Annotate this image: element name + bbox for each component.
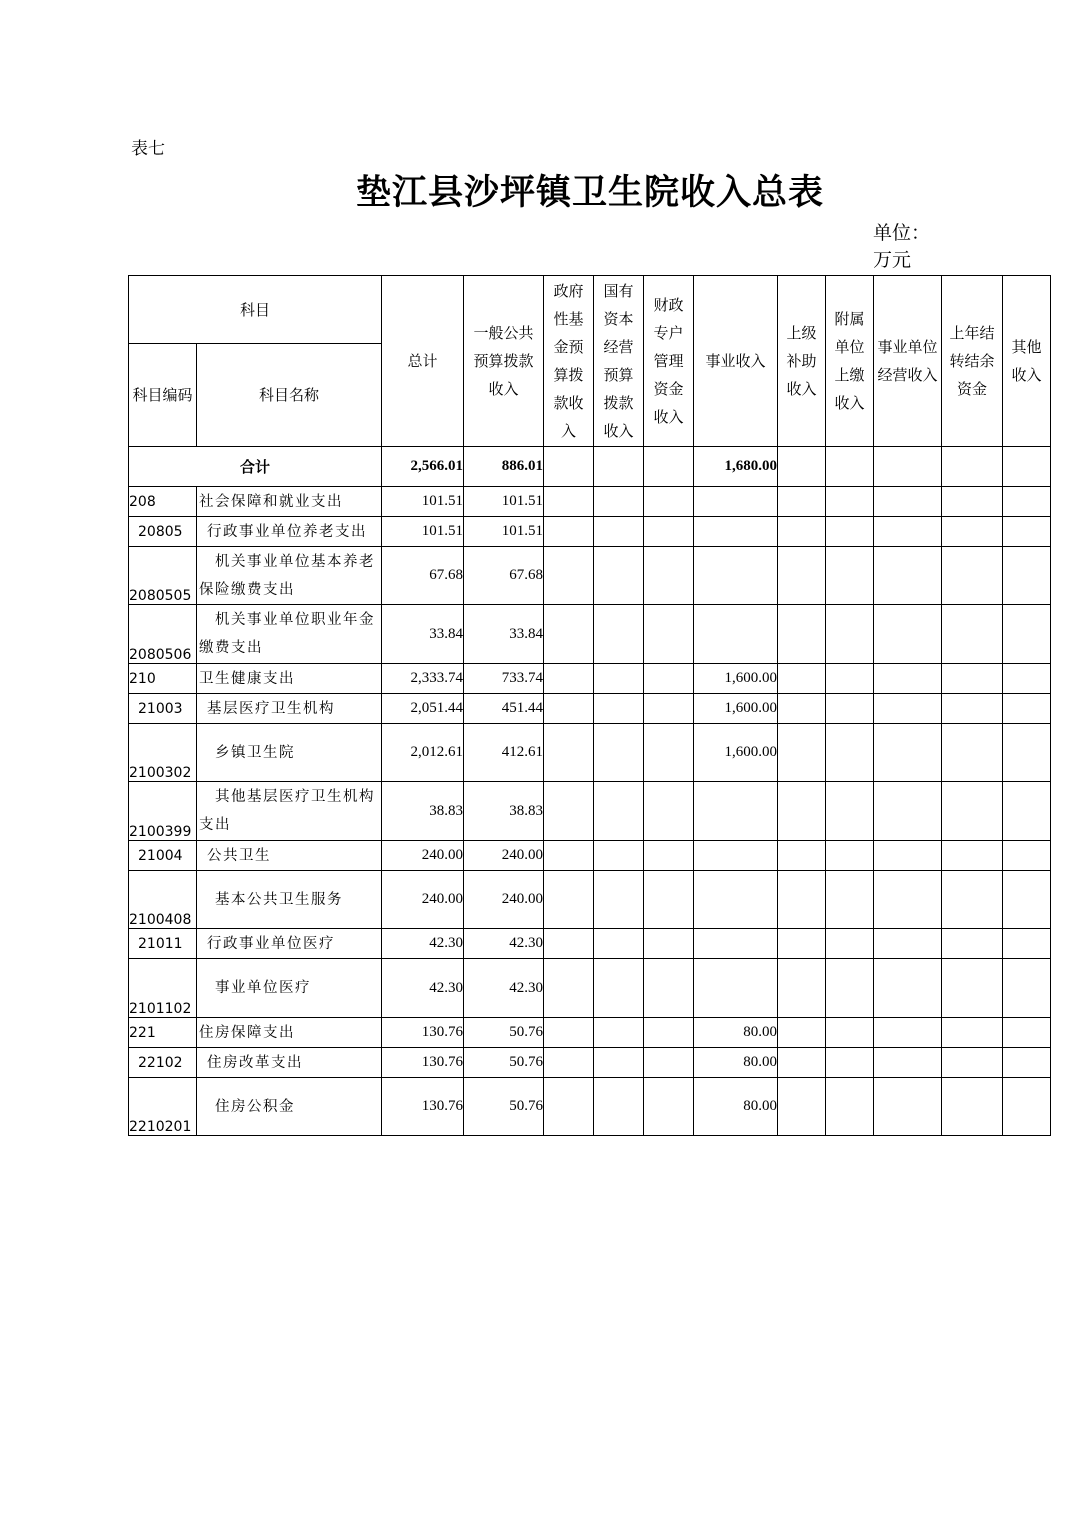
- table-number: 表七: [131, 139, 165, 159]
- header-prior-year-balance: 上年结转结余资金: [942, 276, 1003, 447]
- row-code: 21004: [129, 841, 197, 871]
- total-sum: 2,566.01: [382, 447, 464, 487]
- row-name: 机关事业单位基本养老保险缴费支出: [197, 547, 382, 605]
- row-business-income: 80.00: [694, 1018, 778, 1048]
- header-fiscal-special: 财政专户管理资金收入: [644, 276, 694, 447]
- row-business-income: [694, 871, 778, 929]
- row-total: 42.30: [382, 929, 464, 959]
- row-general-budget: 733.74: [464, 664, 544, 694]
- row-code: 2101102: [129, 959, 197, 1018]
- row-name: 社会保障和就业支出: [197, 487, 382, 517]
- row-name: 行政事业单位养老支出: [197, 517, 382, 547]
- table-row: [129, 929, 1051, 959]
- unit-label: 单位：万元: [873, 222, 931, 271]
- row-business-income: 80.00: [694, 1048, 778, 1078]
- table-row: [129, 1048, 1051, 1078]
- table-row: [129, 1078, 1051, 1136]
- row-total: 101.51: [382, 487, 464, 517]
- row-code: 2100399: [129, 782, 197, 841]
- row-general-budget: 38.83: [464, 782, 544, 841]
- row-general-budget: 50.76: [464, 1018, 544, 1048]
- table-row: [129, 664, 1051, 694]
- row-name: 卫生健康支出: [197, 664, 382, 694]
- header-total: 总计: [382, 276, 464, 447]
- row-code: 210: [129, 664, 197, 694]
- row-name: 住房公积金: [197, 1078, 382, 1136]
- row-total: 33.84: [382, 605, 464, 664]
- row-code: 2080505: [129, 547, 197, 605]
- header-subject: 科目: [129, 276, 382, 344]
- row-general-budget: 240.00: [464, 841, 544, 871]
- row-name: 行政事业单位医疗: [197, 929, 382, 959]
- row-total: 2,333.74: [382, 664, 464, 694]
- row-code: 22102: [129, 1048, 197, 1078]
- table-row: [129, 959, 1051, 1018]
- row-code: 20805: [129, 517, 197, 547]
- row-total: 42.30: [382, 959, 464, 1018]
- header-business-operation: 事业单位经营收入: [874, 276, 942, 447]
- table-row: [129, 1018, 1051, 1048]
- row-code: 2210201: [129, 1078, 197, 1136]
- row-name: 基层医疗卫生机构: [197, 694, 382, 724]
- row-total: 38.83: [382, 782, 464, 841]
- row-name: 机关事业单位职业年金缴费支出: [197, 605, 382, 664]
- row-business-income: 1,600.00: [694, 694, 778, 724]
- row-total: 67.68: [382, 547, 464, 605]
- row-business-income: [694, 841, 778, 871]
- row-business-income: [694, 929, 778, 959]
- row-total: 2,051.44: [382, 694, 464, 724]
- header-subject-code: 科目编码: [129, 344, 197, 447]
- row-general-budget: 240.00: [464, 871, 544, 929]
- row-name: 基本公共卫生服务: [197, 871, 382, 929]
- row-general-budget: 101.51: [464, 517, 544, 547]
- header-business-income: 事业收入: [694, 276, 778, 447]
- row-business-income: [694, 547, 778, 605]
- row-total: 240.00: [382, 871, 464, 929]
- row-code: 21011: [129, 929, 197, 959]
- row-code: 2100408: [129, 871, 197, 929]
- table-row: [129, 517, 1051, 547]
- row-name: 公共卫生: [197, 841, 382, 871]
- total-business-income: 1,680.00: [694, 447, 778, 487]
- row-name: 其他基层医疗卫生机构支出: [197, 782, 382, 841]
- row-business-income: [694, 487, 778, 517]
- row-general-budget: 50.76: [464, 1078, 544, 1136]
- table-row: [129, 841, 1051, 871]
- header-state-capital: 国有资本经营预算拨款收入: [594, 276, 644, 447]
- table-row: [129, 605, 1051, 664]
- row-total: 2,012.61: [382, 724, 464, 782]
- row-general-budget: 412.61: [464, 724, 544, 782]
- table-row: [129, 487, 1051, 517]
- header-general-budget: 一般公共预算拨款收入: [464, 276, 544, 447]
- table-row: [129, 782, 1051, 841]
- header-affiliated-turnover: 附属单位上缴收入: [826, 276, 874, 447]
- row-name: 住房改革支出: [197, 1048, 382, 1078]
- row-code: 21003: [129, 694, 197, 724]
- total-label: 合计: [129, 447, 382, 487]
- row-name: 事业单位医疗: [197, 959, 382, 1018]
- row-total: 130.76: [382, 1078, 464, 1136]
- row-code: 2100302: [129, 724, 197, 782]
- row-business-income: 1,600.00: [694, 664, 778, 694]
- row-business-income: 80.00: [694, 1078, 778, 1136]
- row-code: 2080506: [129, 605, 197, 664]
- row-business-income: [694, 605, 778, 664]
- row-total: 240.00: [382, 841, 464, 871]
- row-code: 221: [129, 1018, 197, 1048]
- row-name: 住房保障支出: [197, 1018, 382, 1048]
- row-general-budget: 33.84: [464, 605, 544, 664]
- row-business-income: [694, 959, 778, 1018]
- total-row: [129, 447, 1051, 487]
- row-general-budget: 451.44: [464, 694, 544, 724]
- header-superior-subsidy: 上级补助收入: [778, 276, 826, 447]
- header-gov-fund: 政府性基金预算拨款收入: [544, 276, 594, 447]
- row-general-budget: 42.30: [464, 959, 544, 1018]
- header-other-income: 其他收入: [1003, 276, 1051, 447]
- row-general-budget: 67.68: [464, 547, 544, 605]
- table-row: [129, 694, 1051, 724]
- table-row: [129, 871, 1051, 929]
- row-total: 101.51: [382, 517, 464, 547]
- row-total: 130.76: [382, 1018, 464, 1048]
- total-general-budget: 886.01: [464, 447, 544, 487]
- row-general-budget: 101.51: [464, 487, 544, 517]
- table-row: [129, 547, 1051, 605]
- header-subject-name: 科目名称: [197, 344, 382, 447]
- row-general-budget: 42.30: [464, 929, 544, 959]
- table-row: [129, 724, 1051, 782]
- page-title: 垫江县沙坪镇卫生院收入总表: [355, 172, 824, 213]
- row-total: 130.76: [382, 1048, 464, 1078]
- row-general-budget: 50.76: [464, 1048, 544, 1078]
- row-business-income: 1,600.00: [694, 724, 778, 782]
- row-name: 乡镇卫生院: [197, 724, 382, 782]
- row-business-income: [694, 782, 778, 841]
- income-summary-table: [128, 275, 1051, 1136]
- row-code: 208: [129, 487, 197, 517]
- row-business-income: [694, 517, 778, 547]
